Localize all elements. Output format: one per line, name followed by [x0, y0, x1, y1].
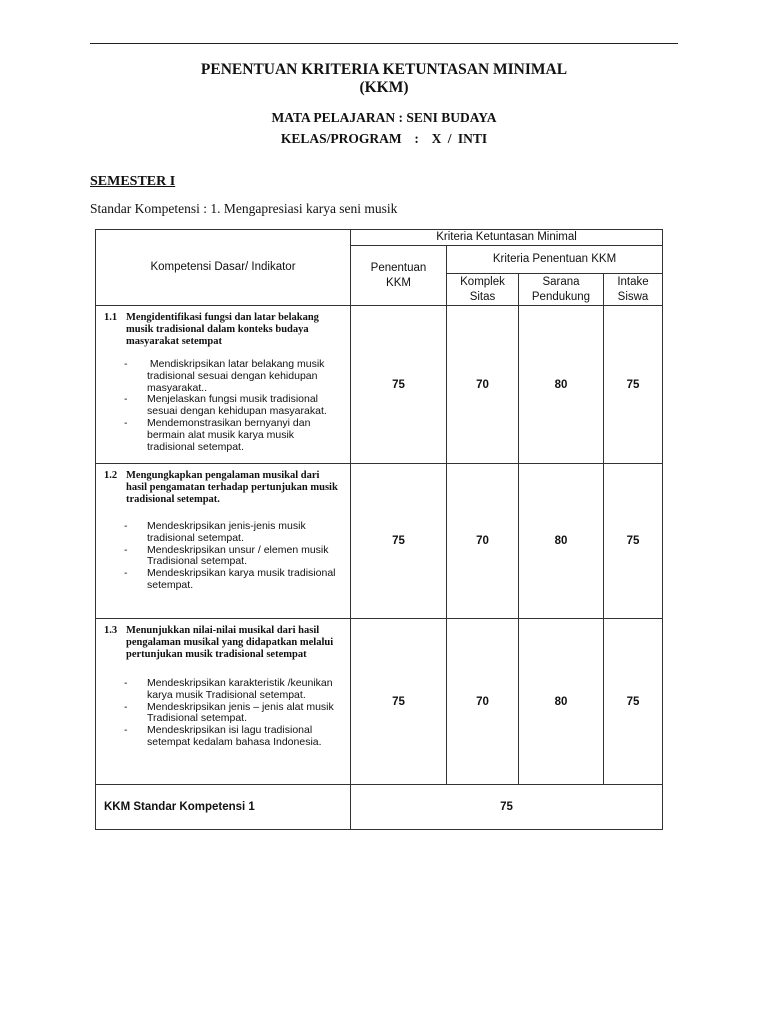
indicator-text: Mendeskripsikan jenis-jenis musik tradisional setempat. — [147, 520, 306, 544]
intake-value: 75 — [604, 619, 663, 785]
table-row — [96, 619, 663, 785]
table-row — [96, 464, 663, 619]
indicator-list — [104, 359, 342, 453]
kd-number: 1.1 — [104, 312, 118, 323]
sarana-value: 80 — [519, 306, 604, 464]
list-item: - Mendeskripsikan isi lagu tradisional setempat kedalam bahasa Indonesia. — [124, 725, 342, 749]
kompleksitas-value: 70 — [447, 464, 519, 619]
header-kkm-group: Kriteria Ketuntasan Minimal — [351, 230, 663, 246]
table-row — [96, 306, 663, 464]
header-kriteria-group: Kriteria Penentuan KKM — [447, 246, 663, 274]
doc-title: PENENTUAN KRITERIA KETUNTASAN MINIMAL — [200, 61, 568, 78]
list-item: - Mendeskripsikan unsur / elemen musik Tradisional setempat. — [124, 545, 342, 569]
indicator-list — [104, 521, 342, 592]
kelas-program: KELAS/PROGRAM : X / INTI — [280, 131, 488, 146]
kd-heading — [104, 470, 342, 506]
standar-kompetensi: Standar Kompetensi : 1. Mengapresiasi karya seni musik — [90, 201, 398, 216]
list-item: - Mendeskripsikan karakteristik /keunikan karya musik Tradisional setempat. — [124, 678, 342, 702]
header-kompetensi-dasar: Kompetensi Dasar/ Indikator — [96, 230, 351, 306]
list-item: - Mendiskripsikan latar belakang musik tradisional sesuai dengan kehidupan masyarakat.. — [124, 359, 342, 394]
semester-heading: SEMESTER I — [90, 174, 176, 189]
list-item: - Mendeskripsikan karya musik tradisional setempat. — [124, 568, 342, 592]
header-penentuan-kkm — [351, 246, 447, 306]
kd-cell — [96, 306, 351, 464]
sarana-value: 80 — [519, 619, 604, 785]
kd-title: Menunjukkan nilai-nilai musikal dari hasil pengalaman musikal yang didapatkan melalui pertunjukan musik tradisional setempat — [126, 625, 334, 660]
footer-row — [96, 785, 663, 830]
intake-value: 75 — [604, 464, 663, 619]
penentuan-value: 75 — [351, 306, 447, 464]
list-item: - Mendeskripsikan jenis-jenis musik tradisional setempat. — [124, 521, 342, 545]
list-item: - Mendemonstrasikan bernyanyi dan bermain alat musik karya musik tradisional setempat. — [124, 418, 342, 453]
intake-value: 75 — [604, 306, 663, 464]
indicator-text: Mendiskripsikan latar belakang musik tradisional sesuai dengan kehidupan masyarakat.. — [147, 358, 328, 394]
header-sarana-label: Sarana Pendukung — [531, 275, 591, 303]
kd-cell — [96, 619, 351, 785]
indicator-text: Mendeskripsikan isi lagu tradisional setempat kedalam bahasa Indonesia. — [147, 724, 322, 748]
penentuan-value: 75 — [351, 619, 447, 785]
header-intake — [604, 274, 663, 306]
list-item: - Mendeskripsikan jenis – jenis alat musik Tradisional setempat. — [124, 702, 342, 726]
indicator-text: Menjelaskan fungsi musik tradisional sesuai dengan kehidupan masyarakat. — [147, 393, 327, 418]
mata-pelajaran: MATA PELAJARAN : SENI BUDAYA — [271, 110, 497, 125]
header-intake-label: Intake Siswa — [617, 275, 649, 303]
indicator-text: Mendeskripsikan jenis – jenis alat musik Tradisional setempat. — [147, 700, 334, 725]
kd-title: Mengidentifikasi fungsi dan latar belakang musik tradisional dalam konteks budaya masyarakat setempat — [126, 312, 319, 347]
header-penentuan-label: Penentuan KKM — [370, 261, 427, 289]
footer-value: 75 — [351, 785, 663, 830]
penentuan-value: 75 — [351, 464, 447, 619]
kd-heading — [104, 312, 342, 348]
indicator-list — [104, 678, 342, 749]
indicator-text: Mendeskripsikan karakteristik /keunikan karya musik Tradisional setempat. — [147, 677, 333, 701]
kd-number: 1.2 — [104, 470, 118, 481]
doc-title-abbrev: (KKM) — [359, 79, 409, 96]
sarana-value: 80 — [519, 464, 604, 619]
top-rule — [90, 43, 678, 44]
footer-label: KKM Standar Kompetensi 1 — [96, 785, 351, 830]
indicator-text: Mendeskripsikan unsur / elemen musik Tradisional setempat. — [147, 543, 329, 568]
indicator-text: Mendeskripsikan karya musik tradisional setempat. — [147, 567, 336, 591]
list-item: - Menjelaskan fungsi musik tradisional sesuai dengan kehidupan masyarakat. — [124, 394, 342, 418]
kompleksitas-value: 70 — [447, 619, 519, 785]
header-kompleksitas — [447, 274, 519, 306]
kd-heading — [104, 625, 342, 661]
kd-number: 1.3 — [104, 625, 118, 636]
header-kompleksitas-label: Komplek Sitas — [460, 275, 505, 303]
kd-title: Mengungkapkan pengalaman musikal dari hasil pengamatan terhadap pertunjukan musik tradisional setempat. — [126, 470, 338, 505]
kd-cell — [96, 464, 351, 619]
kompleksitas-value: 70 — [447, 306, 519, 464]
header-sarana — [519, 274, 604, 306]
indicator-text: Mendemonstrasikan bernyanyi dan bermain alat musik karya musik tradisional setempat. — [147, 416, 311, 453]
kkm-table — [95, 229, 663, 830]
